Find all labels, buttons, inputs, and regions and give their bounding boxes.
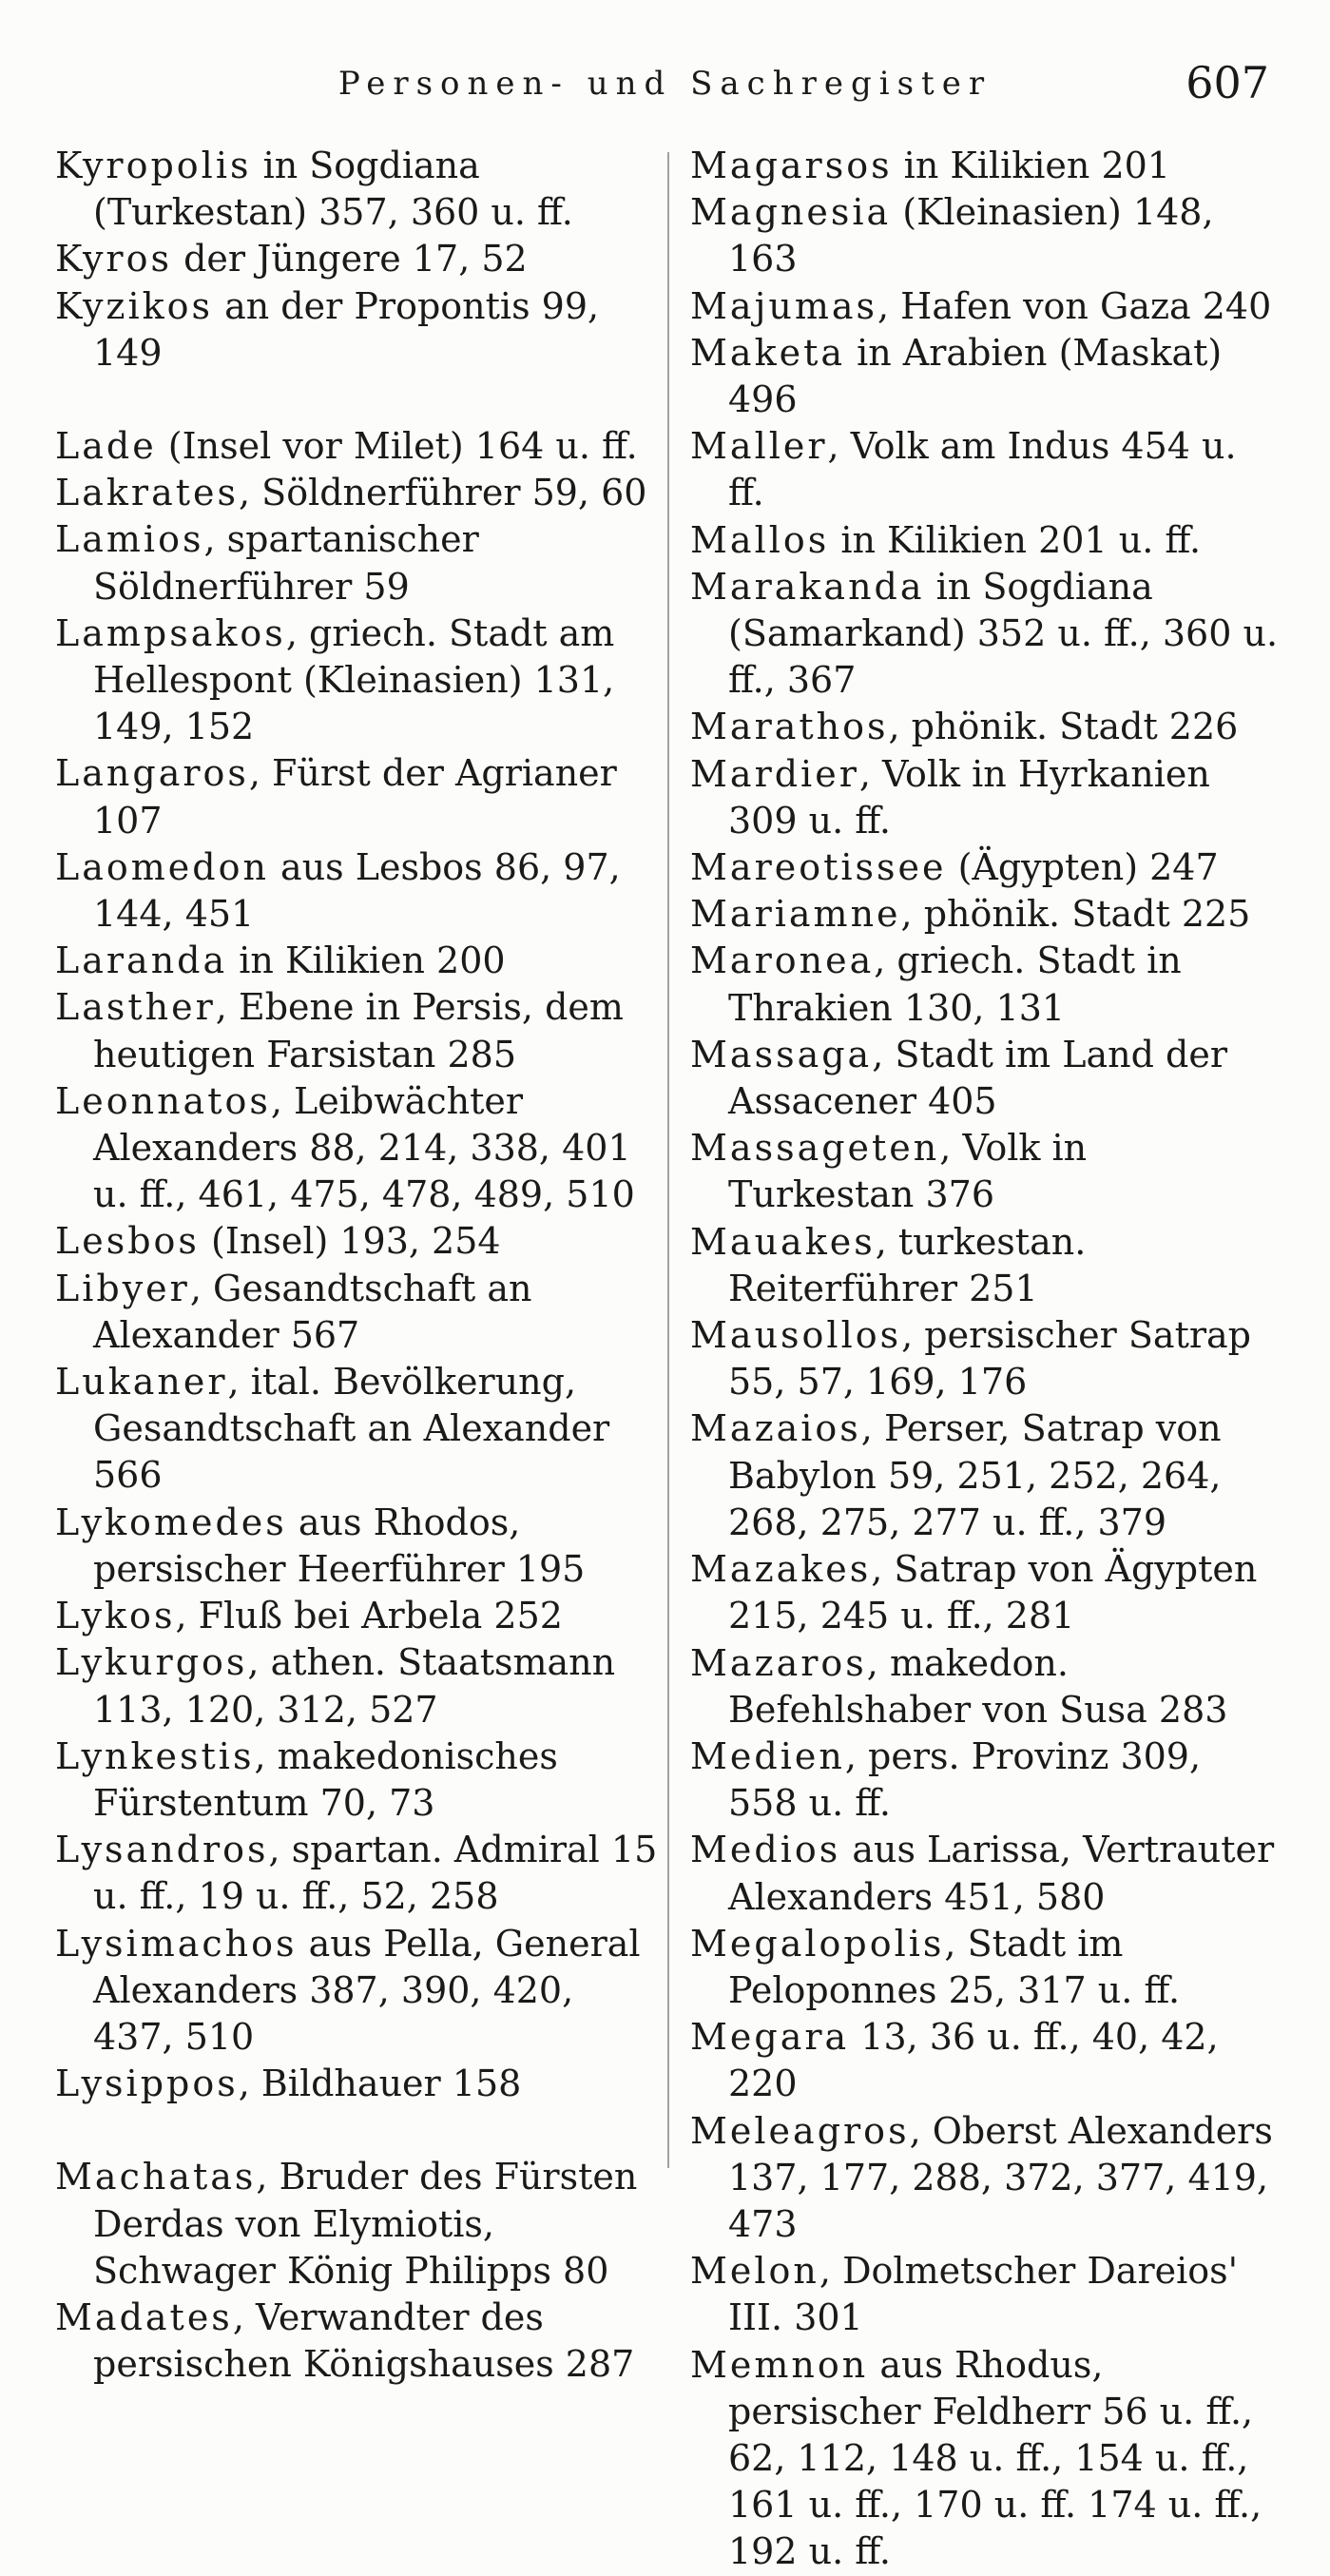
- entry-headword: Lysimachos: [55, 1922, 298, 1965]
- entry-headword: Leonnatos: [55, 1079, 271, 1122]
- entry-references: in Sogdiana (Turkestan) 357, 360 u. ff.: [93, 145, 573, 234]
- entry-headword: Melon: [690, 2250, 819, 2293]
- entry-headword: Medien: [690, 1734, 845, 1777]
- entry-headword: Kyros: [55, 238, 172, 281]
- entry-references: , Ebene in Persis, dem heutigen Farsistan 285: [93, 986, 624, 1075]
- entry-references: , Oberst Alexanders 137, 177, 288, 372, 377, 419, 473: [728, 2109, 1273, 2245]
- entry-headword: Laomedon: [55, 845, 269, 888]
- entry-headword: Laranda: [55, 939, 228, 982]
- index-entry: [690, 1405, 1280, 1546]
- entry-references: , Fürst der Agrianer 107: [93, 752, 617, 842]
- entry-references: , persischer Satrap 55, 57, 169, 176: [728, 1314, 1251, 1404]
- entry-references: (Kleinasien) 148, 163: [728, 191, 1214, 281]
- entry-references: , Fluß bei Arbela 252: [175, 1595, 563, 1637]
- index-entry: [55, 750, 664, 843]
- entry-references: der Jüngere 17, 52: [171, 238, 528, 281]
- index-entry: [55, 1921, 664, 2062]
- entry-headword: Lakrates: [55, 472, 239, 514]
- entry-headword: Medios: [690, 1829, 841, 1871]
- section-gap: [55, 2107, 664, 2154]
- entry-headword: Marathos: [690, 706, 889, 748]
- column-divider: [667, 152, 669, 2168]
- entry-headword: Magnesia: [690, 191, 892, 234]
- index-entry: [55, 610, 664, 751]
- index-entry: [55, 236, 664, 282]
- index-entry: [690, 751, 1280, 844]
- section-gap: [55, 377, 664, 423]
- entry-headword: Lysippos: [55, 2063, 239, 2105]
- index-entry: [55, 2295, 664, 2388]
- entry-references: , pers. Provinz 309, 558 u. ff.: [728, 1734, 1202, 1825]
- index-entry: [55, 1500, 664, 1593]
- entry-references: in Kilikien 201: [892, 145, 1170, 186]
- entry-headword: Lykos: [55, 1595, 176, 1637]
- entry-references: an der Propontis 99, 149: [93, 284, 600, 374]
- left-column: [55, 143, 664, 2388]
- index-entry: [55, 1593, 664, 1639]
- entry-references: , makedonisches Fürstentum 70, 73: [93, 1734, 558, 1824]
- entry-headword: Lukaner: [55, 1361, 228, 1404]
- entry-headword: Langaros: [55, 752, 249, 795]
- entry-headword: Megalopolis: [690, 1922, 945, 1965]
- right-column: [690, 143, 1280, 2576]
- index-entry: [690, 704, 1280, 750]
- index-entry: [690, 517, 1280, 564]
- index-entry: [55, 423, 664, 470]
- page-header: [0, 57, 1330, 114]
- entry-headword: Lykurgos: [55, 1641, 248, 1684]
- entry-headword: Massaga: [690, 1033, 873, 1075]
- entry-references: , Perser, Satrap von Babylon 59, 251, 252, 264, 268, 275, 277 u. ff., 379: [728, 1407, 1222, 1543]
- entry-headword: Machatas: [55, 2156, 257, 2198]
- entry-references: , Bruder des Fürsten Derdas von Elymiotis, Schwager König Philipps 80: [93, 2156, 638, 2292]
- entry-references: , Stadt im Land der Assacener 405: [728, 1033, 1228, 1123]
- entry-headword: Mariamne: [690, 893, 901, 936]
- index-entry: [55, 1218, 664, 1265]
- entry-references: aus Rhodos, persischer Heerführer 195: [93, 1501, 586, 1590]
- entry-references: in Kilikien 201 u. ff.: [829, 518, 1202, 561]
- index-entry: [690, 2108, 1280, 2249]
- entry-headword: Lesbos: [55, 1220, 200, 1263]
- entry-headword: Madates: [55, 2295, 233, 2338]
- index-entry: [690, 1921, 1280, 2014]
- entry-headword: Megara: [690, 2016, 850, 2059]
- entry-headword: Kyropolis: [55, 145, 252, 186]
- index-entry: [690, 1546, 1280, 1639]
- index-entry: [55, 516, 664, 610]
- entry-headword: Lysandros: [55, 1829, 269, 1871]
- entry-references: aus Lesbos 86, 97, 144, 451: [93, 845, 621, 936]
- entry-references: , spartan. Admiral 15 u. ff., 19 u. ff., 52, 258: [93, 1829, 658, 1918]
- entry-references: , Gesandtschaft an Alexander 567: [93, 1267, 532, 1356]
- index-entry: [55, 938, 664, 984]
- entry-headword: Mazaros: [690, 1641, 867, 1684]
- entry-headword: Mazakes: [690, 1548, 872, 1591]
- entry-references: , makedon. Befehlshaber von Susa 283: [728, 1641, 1228, 1731]
- index-entry: [690, 891, 1280, 938]
- index-entry: [690, 1125, 1280, 1218]
- index-entry: [690, 189, 1280, 282]
- index-entry: [55, 1733, 664, 1827]
- entry-headword: Lasther: [55, 986, 216, 1029]
- entry-references: , phönik. Stadt 226: [888, 706, 1239, 748]
- index-entry: [55, 143, 664, 236]
- index-entry: [690, 2248, 1280, 2341]
- index-entry: [690, 423, 1280, 516]
- index-entry: [55, 283, 664, 377]
- entry-references: (Ägypten) 247: [946, 846, 1219, 889]
- index-entry: [690, 1312, 1280, 1405]
- index-entry: [55, 2061, 664, 2107]
- entry-headword: Mauakes: [690, 1220, 876, 1263]
- index-entry: [690, 1219, 1280, 1312]
- entry-references: , athen. Staatsmann 113, 120, 312, 527: [93, 1641, 616, 1731]
- index-entry: [690, 1827, 1280, 1920]
- index-entry: [55, 1827, 664, 1920]
- entry-references: , griech. Stadt in Thrakien 130, 131: [728, 939, 1182, 1029]
- index-entry: [55, 984, 664, 1077]
- entry-headword: Marakanda: [690, 565, 925, 608]
- entry-references: aus Pella, General Alexanders 387, 390, 420, 437, 510: [93, 1922, 641, 2058]
- entry-references: , Verwandter des persischen Königshauses 287: [93, 2295, 635, 2386]
- entry-headword: Lykomedes: [55, 1501, 287, 1543]
- entry-headword: Maronea: [690, 939, 875, 982]
- entry-references: , Leibwächter Alexanders 88, 214, 338, 401 u. ff., 461, 475, 478, 489, 510: [93, 1079, 635, 1216]
- page-number: 607: [1185, 57, 1269, 108]
- index-entry: [690, 938, 1280, 1031]
- index-entry: [690, 143, 1280, 189]
- entry-headword: Lade: [55, 425, 157, 468]
- entry-headword: Libyer: [55, 1267, 190, 1309]
- entry-references: , spartanischer Söldnerführer 59: [93, 518, 479, 608]
- entry-references: , Satrap von Ägypten 215, 245 u. ff., 281: [728, 1548, 1258, 1637]
- index-entry: [690, 2014, 1280, 2107]
- entry-headword: Mausollos: [690, 1314, 902, 1357]
- entry-references: , Dolmetscher Dareios' III. 301: [728, 2250, 1239, 2339]
- entry-references: in Sogdiana (Samarkand) 352 u. ff., 360 u. ff., 367: [728, 565, 1279, 702]
- entry-headword: Maketa: [690, 331, 846, 374]
- entry-references: , Volk am Indus 454 u. ff.: [728, 425, 1237, 514]
- entry-headword: Mardier: [690, 752, 859, 795]
- entry-references: , Volk in Hyrkanien 309 u. ff.: [728, 752, 1210, 842]
- entry-references: 13, 36 u. ff., 40, 42, 220: [728, 2016, 1219, 2105]
- index-entry: [55, 1266, 664, 1359]
- entry-headword: Mazaios: [690, 1407, 861, 1450]
- entry-references: , ital. Bevölkerung, Gesandtschaft an Alexander 566: [93, 1361, 610, 1497]
- entry-references: , Volk in Turkestan 376: [728, 1127, 1088, 1216]
- entry-references: aus Rhodus, persischer Feldherr 56 u. ff., 62, 112, 148 u. ff., 154 u. ff., 161 u. ff., 170 u. ff. 174 u. ff., 192 u. ff.: [728, 2343, 1263, 2573]
- entry-references: , Söldnerführer 59, 60: [239, 472, 647, 514]
- entry-headword: Meleagros: [690, 2109, 910, 2152]
- entry-headword: Magarsos: [690, 145, 893, 186]
- index-entry: [55, 1078, 664, 1219]
- entry-headword: Memnon: [690, 2343, 869, 2386]
- entry-references: , phönik. Stadt 225: [900, 893, 1251, 936]
- entry-references: , turkestan. Reiterführer 251: [728, 1220, 1087, 1309]
- entry-headword: Mareotissee: [690, 846, 947, 889]
- index-entry: [690, 330, 1280, 423]
- entry-headword: Maller: [690, 425, 828, 468]
- index-entry: [55, 470, 664, 516]
- index-entry: [55, 2154, 664, 2295]
- entry-references: , griech. Stadt am Hellespont (Kleinasien) 131, 149, 152: [93, 611, 615, 748]
- index-entry: [55, 1359, 664, 1500]
- running-title: Personen- und Sachregister: [337, 65, 993, 103]
- entry-references: (Insel vor Milet) 164 u. ff.: [156, 425, 638, 468]
- entry-references: in Kilikien 200: [227, 939, 506, 982]
- entry-headword: Lynkestis: [55, 1734, 255, 1777]
- entry-references: (Insel) 193, 254: [199, 1220, 501, 1263]
- entry-references: , Stadt im Peloponnes 25, 317 u. ff.: [728, 1922, 1181, 2011]
- index-entry: [55, 844, 664, 938]
- entry-headword: Lampsakos: [55, 611, 286, 654]
- index-entry: [690, 2342, 1280, 2576]
- index-entry: [55, 1639, 664, 1733]
- entry-references: , Bildhauer 158: [238, 2063, 522, 2105]
- index-entry: [690, 1032, 1280, 1125]
- index-entry: [690, 1733, 1280, 1827]
- entry-headword: Mallos: [690, 518, 830, 561]
- entry-references: aus Larissa, Vertrauter Alexanders 451, 580: [728, 1829, 1275, 1918]
- entry-references: , Hafen von Gaza 240: [877, 284, 1272, 327]
- index-entry: [690, 283, 1280, 330]
- index-entry: [690, 564, 1280, 705]
- entry-headword: Lamios: [55, 518, 204, 561]
- entry-headword: Kyzikos: [55, 284, 214, 327]
- index-entry: [690, 1640, 1280, 1733]
- entry-headword: Majumas: [690, 284, 878, 327]
- entry-references: in Arabien (Maskat) 496: [728, 331, 1223, 421]
- entry-headword: Massageten: [690, 1127, 940, 1170]
- index-entry: [690, 844, 1280, 891]
